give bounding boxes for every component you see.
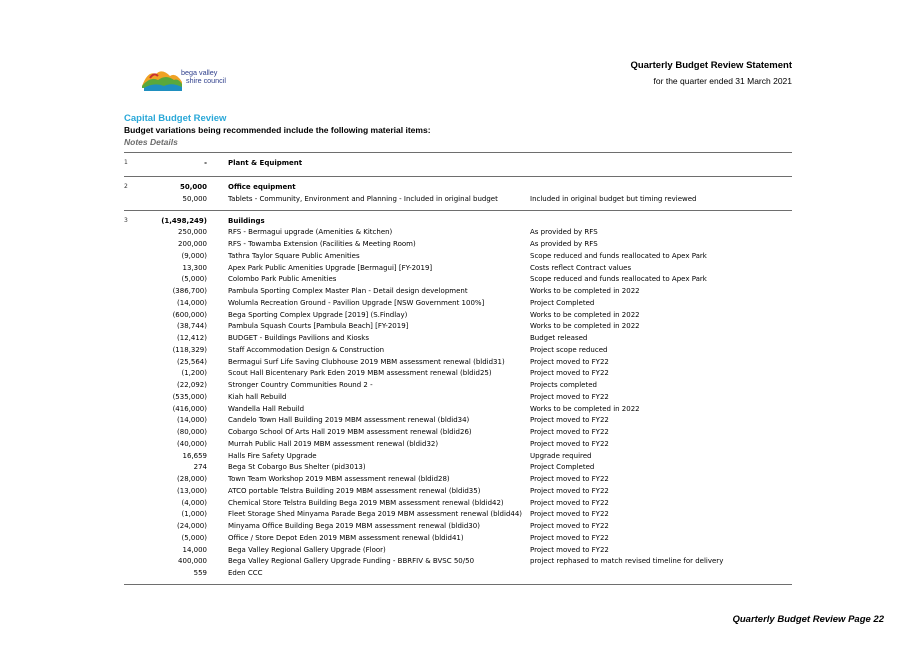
item-description: Pambula Sporting Complex Master Plan - Detail design development (228, 287, 468, 295)
item-comment: Projects completed (530, 381, 597, 389)
item-comment: As provided by RFS (530, 240, 598, 248)
report-period: for the quarter ended 31 March 2021 (653, 76, 792, 86)
item-amount: (14,000) (177, 298, 207, 307)
table-row (0, 297, 917, 309)
group-title: Plant & Equipment (228, 159, 303, 167)
item-description: Halls Fire Safety Upgrade (228, 451, 317, 460)
item-description: Colombo Park Public Amenities (228, 275, 337, 284)
table-row (0, 450, 917, 462)
item-comment: Scope reduced and funds reallocated to Apex Park (530, 275, 707, 284)
table-row (0, 485, 917, 497)
item-amount: (25,564) (177, 357, 207, 366)
item-amount: 250,000 (178, 228, 207, 237)
item-amount: 14,000 (182, 545, 207, 554)
item-amount: (118,329) (172, 345, 207, 354)
table-row (0, 273, 917, 285)
item-description: Scout Hall Bicentenary Park Eden 2019 MBM assessment renewal (bldid25) (228, 369, 492, 378)
item-amount: (9,000) (181, 251, 207, 260)
item-comment: Project moved to FY22 (530, 533, 609, 542)
item-comment: Upgrade required (530, 451, 592, 460)
group-total-amount: - (204, 159, 207, 167)
section-divider (124, 152, 792, 153)
item-comment: project rephased to match revised timeline for delivery (530, 557, 724, 566)
item-description: Kiah hall Rebuild (228, 392, 287, 401)
item-amount: (38,744) (177, 322, 207, 331)
item-description: Murrah Public Hall 2019 MBM assessment renewal (bldid32) (228, 439, 439, 448)
table-row (0, 555, 917, 567)
item-description: RFS - Towamba Extension (Facilities & Meeting Room) (228, 240, 416, 248)
column-headings: Notes Details (124, 137, 178, 147)
item-comment: Project moved to FY22 (530, 522, 609, 530)
item-description: Bega Valley Regional Gallery Upgrade Funding - BBRFIV & BVSC 50/50 (228, 557, 475, 566)
item-description: Wandella Hall Rebuild (228, 404, 305, 413)
item-description: ATCO portable Telstra Building 2019 MBM assessment renewal (bldid35) (228, 486, 481, 495)
item-amount: (386,700) (172, 287, 207, 295)
item-amount: (1,200) (181, 369, 207, 378)
item-description: Bega St Cobargo Bus Shelter (pid3013) (228, 463, 366, 472)
item-amount: 13,300 (182, 263, 207, 272)
item-amount: (28,000) (177, 475, 207, 483)
note-number: 2 (124, 183, 128, 190)
item-comment: Project moved to FY22 (530, 369, 609, 378)
item-amount: 400,000 (178, 557, 207, 566)
item-amount: (40,000) (177, 439, 207, 448)
table-row (0, 532, 917, 544)
item-comment: Project moved to FY22 (530, 439, 609, 448)
item-description: Bega Valley Regional Gallery Upgrade (Floor) (228, 545, 386, 554)
table-row (0, 544, 917, 556)
group-title: Buildings (228, 216, 265, 225)
item-comment: Project moved to FY22 (530, 498, 609, 507)
item-comment: Works to be completed in 2022 (530, 404, 640, 413)
table-row (0, 285, 917, 297)
note-number: 1 (124, 159, 128, 166)
item-comment: Project moved to FY22 (530, 357, 609, 366)
item-description: Town Team Workshop 2019 MBM assessment renewal (bldid28) (228, 475, 450, 483)
item-amount: 50,000 (182, 194, 207, 203)
table-row (0, 508, 917, 520)
item-comment: Included in original budget but timing reviewed (530, 194, 697, 203)
table-row (0, 461, 917, 473)
item-comment: Project moved to FY22 (530, 545, 609, 554)
item-amount: 274 (193, 463, 207, 472)
section-title: Capital Budget Review (124, 113, 227, 124)
item-comment: Project Completed (530, 463, 595, 472)
item-comment: Project moved to FY22 (530, 428, 609, 436)
item-description: Office / Store Depot Eden 2019 MBM assessment renewal (bldid41) (228, 533, 464, 542)
table-row (0, 520, 917, 532)
group-title: Office equipment (228, 183, 296, 191)
item-amount: (5,000) (181, 275, 207, 284)
item-description: Cobargo School Of Arts Hall 2019 MBM assessment renewal (bldid26) (228, 428, 472, 436)
item-description: Candelo Town Hall Building 2019 MBM assessment renewal (bldid34) (228, 416, 470, 425)
table-row (0, 379, 917, 391)
table-row (0, 309, 917, 321)
logo-line-2: shire council (186, 76, 226, 85)
table-row (0, 226, 917, 238)
item-amount: (22,092) (177, 381, 207, 389)
item-description: Staff Accommodation Design & Construction (228, 345, 385, 354)
item-comment: As provided by RFS (530, 228, 598, 237)
report-title: Quarterly Budget Review Statement (630, 60, 792, 71)
table-row (0, 332, 917, 344)
item-amount: (13,000) (177, 486, 207, 495)
item-comment: Project scope reduced (530, 345, 608, 354)
table-row (0, 262, 917, 274)
item-comment: Works to be completed in 2022 (530, 310, 640, 319)
item-description: Tathra Taylor Square Public Amenities (228, 251, 360, 260)
item-comment: Project moved to FY22 (530, 510, 609, 519)
item-comment: Scope reduced and funds reallocated to Apex Park (530, 251, 707, 260)
table-row (0, 497, 917, 509)
item-comment: Works to be completed in 2022 (530, 287, 640, 295)
item-amount: (535,000) (172, 392, 207, 401)
item-comment: Project Completed (530, 298, 595, 307)
item-description: RFS - Bermagui upgrade (Amenities & Kitchen) (228, 228, 393, 237)
item-comment: Project moved to FY22 (530, 475, 609, 483)
table-row (0, 356, 917, 368)
section-divider (124, 584, 792, 585)
item-comment: Project moved to FY22 (530, 486, 609, 495)
item-comment: Project moved to FY22 (530, 392, 609, 401)
logo-line-1: bega valley (181, 68, 218, 77)
group-header-row (0, 215, 917, 227)
table-row (0, 367, 917, 379)
item-comment: Costs reflect Contract values (530, 263, 632, 272)
section-divider (124, 176, 792, 177)
item-description: Bega Sporting Complex Upgrade [2019] (S.Findlay) (228, 310, 408, 319)
table-row (0, 391, 917, 403)
item-comment: Project moved to FY22 (530, 416, 609, 425)
table-row (0, 250, 917, 262)
table-row (0, 320, 917, 332)
item-description: Minyama Office Building Bega 2019 MBM assessment renewal (bldid30) (228, 522, 480, 530)
item-description: Bermagui Surf Life Saving Clubhouse 2019 MBM assessment renewal (bldid31) (228, 357, 505, 366)
item-description: Apex Park Public Amenities Upgrade [Bermagui] [FY-2019] (228, 263, 433, 272)
item-description: Eden CCC (228, 569, 263, 577)
note-number: 3 (124, 216, 128, 224)
item-description: Fleet Storage Shed Minyama Parade Bega 2019 MBM assessment renewal (bldid44) (228, 510, 523, 519)
table-row (0, 344, 917, 356)
table-row (0, 193, 917, 205)
table-row (0, 567, 917, 579)
item-amount: (600,000) (172, 310, 207, 319)
item-amount: (4,000) (181, 498, 207, 507)
section-divider (124, 210, 792, 211)
table-row (0, 426, 917, 438)
item-amount: (1,000) (181, 510, 207, 519)
item-comment: Budget released (530, 334, 588, 342)
table-row (0, 403, 917, 415)
item-amount: 200,000 (178, 240, 207, 248)
section-subtitle: Budget variations being recommended include the following material items: (124, 125, 431, 135)
table-row (0, 414, 917, 426)
item-description: Pambula Squash Courts [Pambula Beach] [FY-2019] (228, 322, 409, 331)
item-amount: (80,000) (177, 428, 207, 436)
group-total-amount: 50,000 (179, 183, 207, 191)
item-amount: (12,412) (177, 334, 207, 342)
item-amount: 559 (193, 569, 207, 577)
page-footer: Quarterly Budget Review Page 22 (732, 614, 884, 625)
item-description: Stronger Country Communities Round 2 - (228, 381, 373, 389)
item-comment: Works to be completed in 2022 (530, 322, 640, 331)
table-row (0, 473, 917, 485)
item-description: BUDGET - Buildings Pavilions and Kiosks (228, 334, 370, 342)
item-amount: (5,000) (181, 533, 207, 542)
item-amount: 16,659 (182, 451, 207, 460)
item-amount: (24,000) (177, 522, 207, 530)
table-row (0, 438, 917, 450)
group-header-row (0, 157, 917, 169)
item-amount: (14,000) (177, 416, 207, 425)
group-total-amount: (1,498,249) (161, 216, 207, 225)
group-header-row (0, 181, 917, 193)
table-row (0, 238, 917, 250)
item-amount: (416,000) (172, 404, 207, 413)
item-description: Wolumla Recreation Ground - Pavilion Upgrade [NSW Government 100%] (228, 298, 485, 307)
item-description: Tablets - Community, Environment and Planning - Included in original budget (228, 194, 498, 203)
item-description: Chemical Store Telstra Building Bega 2019 MBM assessment renewal (bldid42) (228, 498, 504, 507)
